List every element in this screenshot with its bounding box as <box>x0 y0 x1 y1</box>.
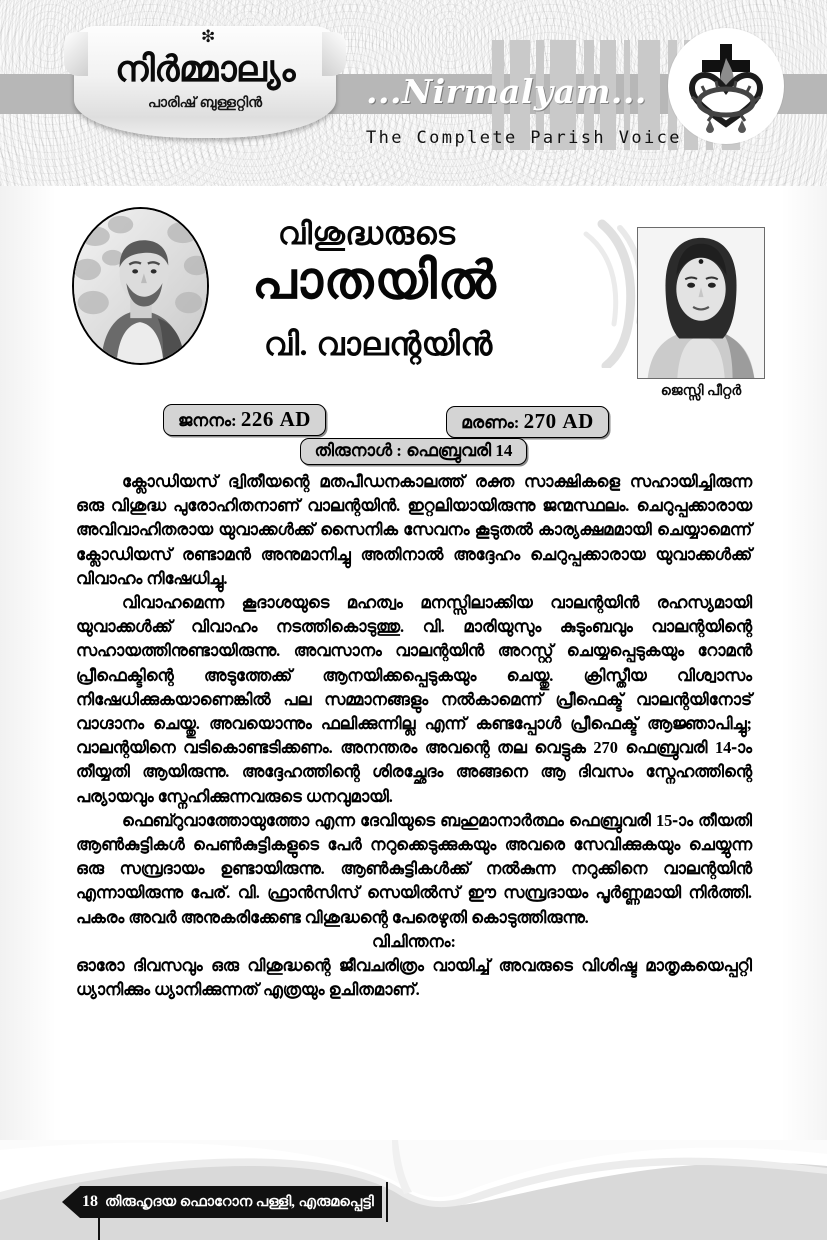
birth-label: ജനനം: <box>178 411 237 430</box>
paragraph-2: വിവാഹമെന്ന കൂദാശയുടെ മഹത്വം മനസ്സിലാക്കിയ വാലന്റയിൻ രഹസ്യമായി യുവാക്കൾക്ക് വിവാഹം നടത്തികൊടുത്തു. വി. മാരിയുസും കുടുംബവും വാലന്റയിന്റെ സഹായത്തിനുണ്ടായിരുന്നു. അവസാനം വാലന്റയിൻ അറസ്റ്റ് ചെയ്യപ്പെടുകയും റോമൻ പ്രീഫെക്ടിന്റെ അടുത്തേക്ക് ആനയിക്കപ്പെടുകയും ചെയ്തു. ക്രിസ്തീയ വിശ്വാസം നിഷേധിക്കുകയാണെങ്കിൽ പല സമ്മാനങ്ങളും നൽകാമെന്ന് പ്രീഫെക്ട് വാലന്റയിനോട് വാഗ്ദാനം ചെയ്തു. അവയൊന്നും ഫലിക്കുന്നില്ല എന്ന് കണ്ടപ്പോൾ പ്രീഫെക്ട് ആജ്ഞാപിച്ചു; വാലന്റയിനെ വടികൊണ്ടടിക്കണം. അനന്തരം അവന്റെ തല വെട്ടുക 270 ഫെബ്രുവരി 14-ാം തീയ്യതി ആയിരുന്നു. അദ്ദേഹത്തിന്റെ ശിരച്ഛേദം അങ്ങനെ ആ ദിവസം സ്നേഹത്തിന്റെ പര്യായവും സ്നേഹിക്കുന്നവരുടെ ധനവുമായി. <box>76 593 752 806</box>
page-edge-shading-left <box>0 186 56 1146</box>
page-header <box>0 0 827 186</box>
saint-portrait-photo <box>72 207 209 365</box>
paragraph-3: ഫെബ്റുവാത്തോയുത്തോ എന്ന ദേവിയുടെ ബഹുമാനാർത്ഥം ഫെബ്രുവരി 15-ാം തീയതി ആൺകുട്ടികൾ പെൺകുട്ടികളുടെ പേർ നറുക്കെടുക്കുകയും അവരെ സേവിക്കുകയും ചെയ്യുന്ന ഒരു സമ്പ്രദായം ഉണ്ടായിരുന്നു. ആൺകുട്ടികൾക്ക് നൽകുന്ന നറുക്കിനെ വാലന്റയിൻ എന്നായിരുന്നു പേര്. വി. ഫ്രാൻസിസ് സെയിൽസ് ഈ സമ്പ്രദായം പൂർണ്ണമായി നിർത്തി. പകരം അവർ അനുകരിക്കേണ്ട വിശുദ്ധന്റെ പേരെഴുതി കൊടുത്തിരുന്നു. <box>76 810 752 927</box>
page-edge-shading-right <box>781 186 827 1146</box>
footer-divider-rule <box>386 1182 388 1222</box>
page-number: 18 <box>82 1193 98 1210</box>
page-flag-icon <box>62 1186 80 1218</box>
article-saint-name: വി. വാലന്റയിൻ <box>264 326 493 362</box>
death-badge <box>446 406 609 438</box>
birth-value: 226 AD <box>240 407 311 431</box>
masthead-subtitle: പാരിഷ് ബുള്ളറ്റിൻ <box>147 96 263 111</box>
article-body <box>76 470 752 1002</box>
article-title-block <box>250 212 630 372</box>
author-portrait-photo <box>637 227 765 379</box>
masthead-tagline: The Complete Parish Voice <box>366 128 682 148</box>
parish-name: തിരുഹൃദയ ഫൊറോന പള്ളി, എരുമപ്പെട്ടി <box>105 1193 374 1210</box>
sacred-heart-cross-logo-icon <box>668 28 784 144</box>
birth-badge <box>163 404 326 436</box>
reflection-text: ഓരോ ദിവസവും ഒരു വിശുദ്ധന്റെ ജീവചരിത്രം വായിച്ച് അവരുടെ വിശിഷ്ട മാതൃകയെപ്പറ്റി ധ്യാനിക്കും ധ്യാനിക്കുന്നത് എത്രയും ഉചിതമാണ്. <box>76 956 752 1000</box>
author-name: ജെസ്സി പീറ്റർ <box>660 384 742 399</box>
death-label: മരണം: <box>461 413 520 432</box>
masthead-title: നിർമ്മാല്യം <box>115 49 295 89</box>
author-block <box>637 227 765 400</box>
footer-flag-label <box>80 1186 382 1218</box>
death-value: 270 AD <box>523 409 594 433</box>
feast-day-badge: തിരുനാൾ : ഫെബ്രുവരി 14 <box>300 438 528 465</box>
reflection-heading: വിചിന്തനം: <box>372 931 456 951</box>
masthead-ribbon <box>74 26 336 138</box>
flag-pole <box>98 1186 100 1240</box>
paragraph-1: ക്ലോഡിയസ് ദ്വിതീയന്റെ മതപീഡനകാലത്ത് രക്ത സാക്ഷികളെ സഹായിച്ചിരുന്ന ഒരു വിശുദ്ധ പുരോഹിതനാണ് വാലന്റയിൻ. ഇറ്റലിയായിരുന്നു ജന്മസ്ഥലം. ചെറുപ്പക്കാരായ അവിവാഹിതരായ യുവാക്കൾക്ക് സൈനിക സേവനം കൂടുതൽ കാര്യക്ഷമമായി ചെയ്യാമെന്ന് ക്ലോഡിയസ് രണ്ടാമൻ അനുമാനിച്ചു അതിനാൽ അദ്ദേഹം ചെറുപ്പക്കാരായ യുവാക്കൾക്ക് വിവാഹം നിഷേധിച്ചു. <box>76 472 752 588</box>
article-heading-line2: പാതയിൽ <box>252 253 497 310</box>
decorative-swoosh-icon <box>540 218 650 368</box>
article-heading-line1: വിശുദ്ധരുടെ <box>278 216 456 251</box>
lotus-ornament-icon: ❇ <box>201 27 216 46</box>
masthead-script-title: ...Nirmalyam... <box>366 72 647 111</box>
